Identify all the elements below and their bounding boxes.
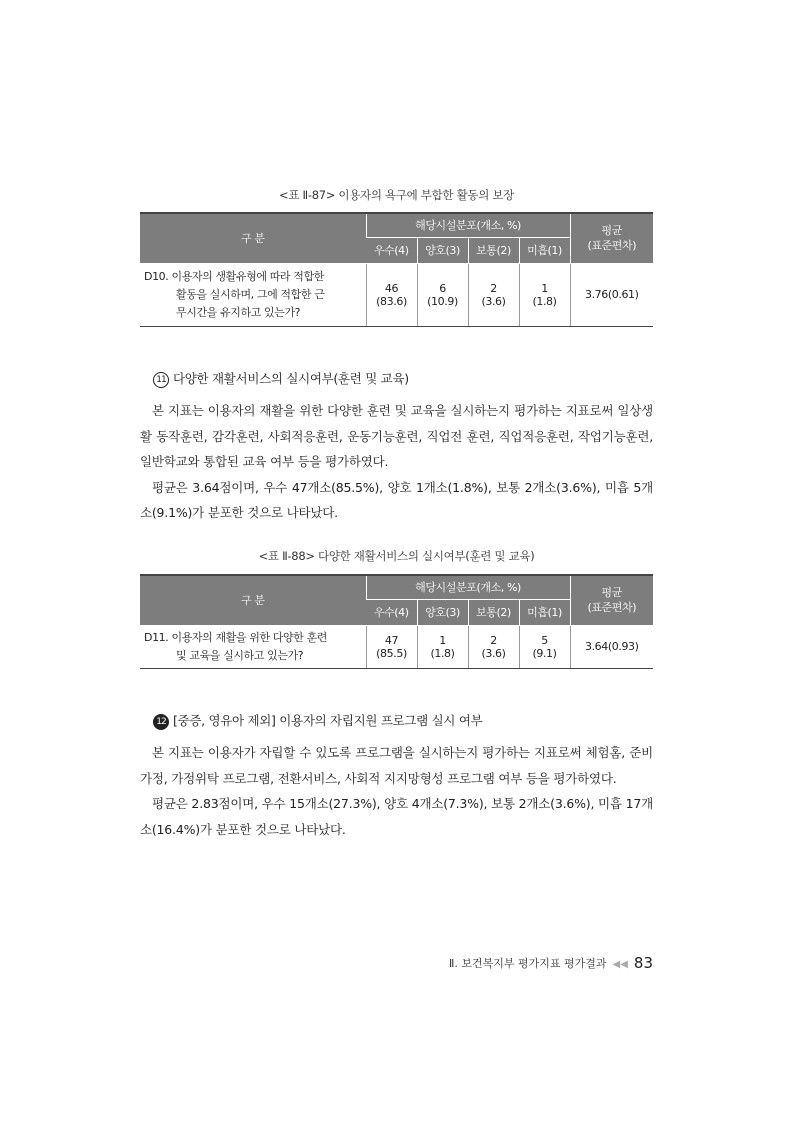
page-footer: [449, 954, 653, 972]
table2-average: 3.64(0.93): [570, 625, 653, 668]
section11-paragraph2: 평균은 3.64점이며, 우수 47개소(85.5%), 양호 1개소(1.8%), 보통 2개소(3.6%), 미흡 5개소(9.1%)가 분포한 것으로 나타났다.: [140, 479, 653, 520]
table2-header-poor: 미흡(1): [519, 599, 570, 625]
table1-good: 6 (10.9): [417, 263, 468, 326]
table2-header-category: 구 분: [140, 575, 366, 625]
table-row: [140, 263, 653, 326]
table2-header-normal: 보통(2): [468, 599, 519, 625]
table1-header-excellent: 우수(4): [366, 237, 417, 263]
section12-paragraph1: 본 지표는 이용자가 자립할 수 있도록 프로그램을 실시하는지 평가하는 지표로써 체험홈, 준비가정, 가정위탁 프로그램, 전환서비스, 사회적 지지망형성 프로그램 여부 등을 평가하였다.: [140, 745, 653, 786]
table2-poor: 5 (9.1): [519, 625, 570, 668]
table1-header-category: 구 분: [140, 213, 366, 263]
table2-header-excellent: 우수(4): [366, 599, 417, 625]
table2-header-distribution: 해당시설분포(개소, %): [366, 575, 570, 599]
table1: [140, 212, 653, 327]
double-arrow-left-icon: ◀◀: [612, 959, 628, 970]
table1-header-poor: 미흡(1): [519, 237, 570, 263]
table2-header-good: 양호(3): [417, 599, 468, 625]
table2-caption: <표 Ⅱ-88> 다양한 재활서비스의 실시여부(훈련 및 교육): [258, 549, 535, 563]
table2-normal: 2 (3.6): [468, 625, 519, 668]
section-number-icon: 12: [153, 714, 169, 730]
section11-body: [140, 398, 653, 526]
table1-excellent: 46 (83.6): [366, 263, 417, 326]
table1-header-normal: 보통(2): [468, 237, 519, 263]
table1-poor: 1 (1.8): [519, 263, 570, 326]
table2: [140, 574, 653, 669]
table2-item: D11. 이용자의 재활을 위한 다양한 훈련 및 교육을 실시하고 있는가?: [140, 625, 366, 668]
section12-paragraph2: 평균은 2.83점이며, 우수 15개소(27.3%), 양호 4개소(7.3%), 보통 2개소(3.6%), 미흡 17개소(16.4%)가 분포한 것으로 나타났다.: [140, 796, 653, 837]
table1-item: D10. 이용자의 생활유형에 따라 적합한 활동을 실시하며, 그에 적합한 근 무시간을 유지하고 있는가?: [140, 263, 366, 326]
table2-header-average: 평균 (표준편차): [570, 575, 653, 625]
section-number-icon: 11: [153, 372, 169, 388]
table1-header-average: 평균 (표준편차): [570, 213, 653, 263]
table2-good: 1 (1.8): [417, 625, 468, 668]
table1-header-distribution: 해당시설분포(개소, %): [366, 213, 570, 237]
section12-title: 12 [중증, 영유아 제외] 이용자의 자립지원 프로그램 실시 여부: [153, 711, 482, 730]
section11-paragraph1: 본 지표는 이용자의 재활을 위한 다양한 훈련 및 교육을 실시하는지 평가하는 지표로써 일상생활 동작훈련, 감각훈련, 사회적응훈련, 운동기능훈련, 직업전 훈련, 직업적응훈련, 작업기능훈련, 일반학교와 통합된 교육 여부 등을 평가하였다.: [140, 403, 653, 469]
running-title: Ⅱ. 보건복지부 평가지표 평가결과: [448, 957, 607, 970]
table1-header-good: 양호(3): [417, 237, 468, 263]
table1-caption: <표 Ⅱ-87> 이용자의 욕구에 부합한 활동의 보장: [279, 188, 514, 202]
table-row: [140, 625, 653, 668]
table2-excellent: 47 (85.5): [366, 625, 417, 668]
table1-average: 3.76(0.61): [570, 263, 653, 326]
page-number: 83: [633, 954, 653, 972]
section11-title: 11 다양한 재활서비스의 실시여부(훈련 및 교육): [153, 369, 409, 388]
table1-normal: 2 (3.6): [468, 263, 519, 326]
section12-body: [140, 740, 653, 842]
